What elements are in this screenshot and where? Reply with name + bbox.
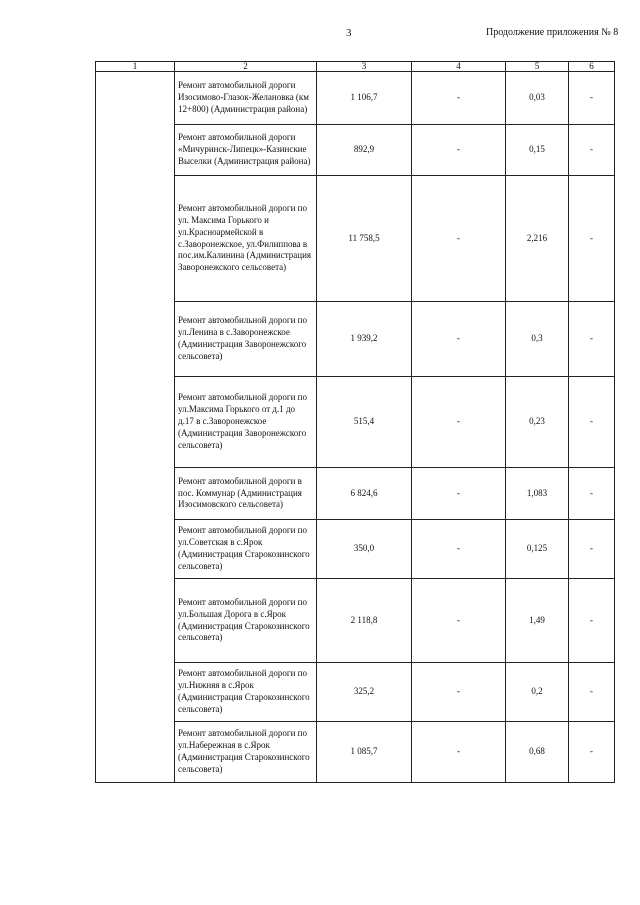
column-4-cell: -	[412, 72, 506, 125]
column-6-cell: -	[569, 72, 615, 125]
amount-cell: 1 106,7	[317, 72, 412, 125]
column-6-cell: -	[569, 125, 615, 176]
appendix-continuation-note: Продолжение приложения № 8	[486, 27, 619, 38]
road-name-cell: Ремонт автомобильной дороги Изосимово-Глазок-Желановка (км 12+800) (Администрация района)	[175, 72, 317, 125]
length-cell: 1,083	[506, 468, 569, 520]
column-6-cell: -	[569, 520, 615, 579]
column-number: 6	[569, 62, 615, 72]
column-6-cell: -	[569, 663, 615, 722]
road-name-cell: Ремонт автомобильной дороги в пос. Коммунар (Администрация Изосимовского сельсовета)	[175, 468, 317, 520]
column-6-cell: -	[569, 302, 615, 377]
column-4-cell: -	[412, 663, 506, 722]
length-cell: 0,68	[506, 722, 569, 783]
column-6-cell: -	[569, 468, 615, 520]
column-number: 2	[175, 62, 317, 72]
road-name-cell: Ремонт автомобильной дороги по ул. Максима Горького и ул.Красноармейской в с.Заворонежское, ул.Филиппова в пос.им.Калинина (Администрация Заворонежского сельсовета)	[175, 176, 317, 302]
column-6-cell: -	[569, 579, 615, 663]
column-number-row	[96, 62, 615, 72]
amount-cell: 1 085,7	[317, 722, 412, 783]
length-cell: 0,2	[506, 663, 569, 722]
column-4-cell: -	[412, 520, 506, 579]
amount-cell: 6 824,6	[317, 468, 412, 520]
road-name-cell: Ремонт автомобильной дороги по ул.Ленина в с.Заворонежское (Администрация Заворонежского сельсовета)	[175, 302, 317, 377]
column-number: 5	[506, 62, 569, 72]
column-number: 3	[317, 62, 412, 72]
table-row	[96, 72, 615, 125]
column-4-cell: -	[412, 579, 506, 663]
column-4-cell: -	[412, 468, 506, 520]
length-cell: 0,03	[506, 72, 569, 125]
road-name-cell: Ремонт автомобильной дороги «Мичуринск-Липецк»-Казинские Выселки (Администрация района)	[175, 125, 317, 176]
road-name-cell: Ремонт автомобильной дороги по ул.Нижняя в с.Ярок (Администрация Старокозинского сельсовета)	[175, 663, 317, 722]
column-4-cell: -	[412, 722, 506, 783]
length-cell: 0,23	[506, 377, 569, 468]
amount-cell: 11 758,5	[317, 176, 412, 302]
length-cell: 0,125	[506, 520, 569, 579]
road-name-cell: Ремонт автомобильной дороги по ул.Большая Дорога в с.Ярок (Администрация Старокозинского сельсовета)	[175, 579, 317, 663]
length-cell: 0,3	[506, 302, 569, 377]
page-number: 3	[346, 27, 352, 39]
merged-first-column-cell	[96, 72, 175, 783]
column-4-cell: -	[412, 377, 506, 468]
column-4-cell: -	[412, 176, 506, 302]
column-4-cell: -	[412, 302, 506, 377]
length-cell: 0,15	[506, 125, 569, 176]
road-repair-table	[95, 61, 615, 783]
column-number: 1	[96, 62, 175, 72]
amount-cell: 892,9	[317, 125, 412, 176]
column-6-cell: -	[569, 176, 615, 302]
amount-cell: 325,2	[317, 663, 412, 722]
column-4-cell: -	[412, 125, 506, 176]
road-name-cell: Ремонт автомобильной дороги по ул.Советская в с.Ярок (Администрация Старокозинского сельсовета)	[175, 520, 317, 579]
amount-cell: 515,4	[317, 377, 412, 468]
length-cell: 2,216	[506, 176, 569, 302]
road-name-cell: Ремонт автомобильной дороги по ул.Набережная в с.Ярок (Администрация Старокозинского сельсовета)	[175, 722, 317, 783]
amount-cell: 1 939,2	[317, 302, 412, 377]
column-number: 4	[412, 62, 506, 72]
amount-cell: 2 118,8	[317, 579, 412, 663]
column-6-cell: -	[569, 377, 615, 468]
column-6-cell: -	[569, 722, 615, 783]
length-cell: 1,49	[506, 579, 569, 663]
road-name-cell: Ремонт автомобильной дороги по ул.Максима Горького от д.1 до д.17 в с.Заворонежское (Администрация Заворонежского сельсовета)	[175, 377, 317, 468]
amount-cell: 350,0	[317, 520, 412, 579]
